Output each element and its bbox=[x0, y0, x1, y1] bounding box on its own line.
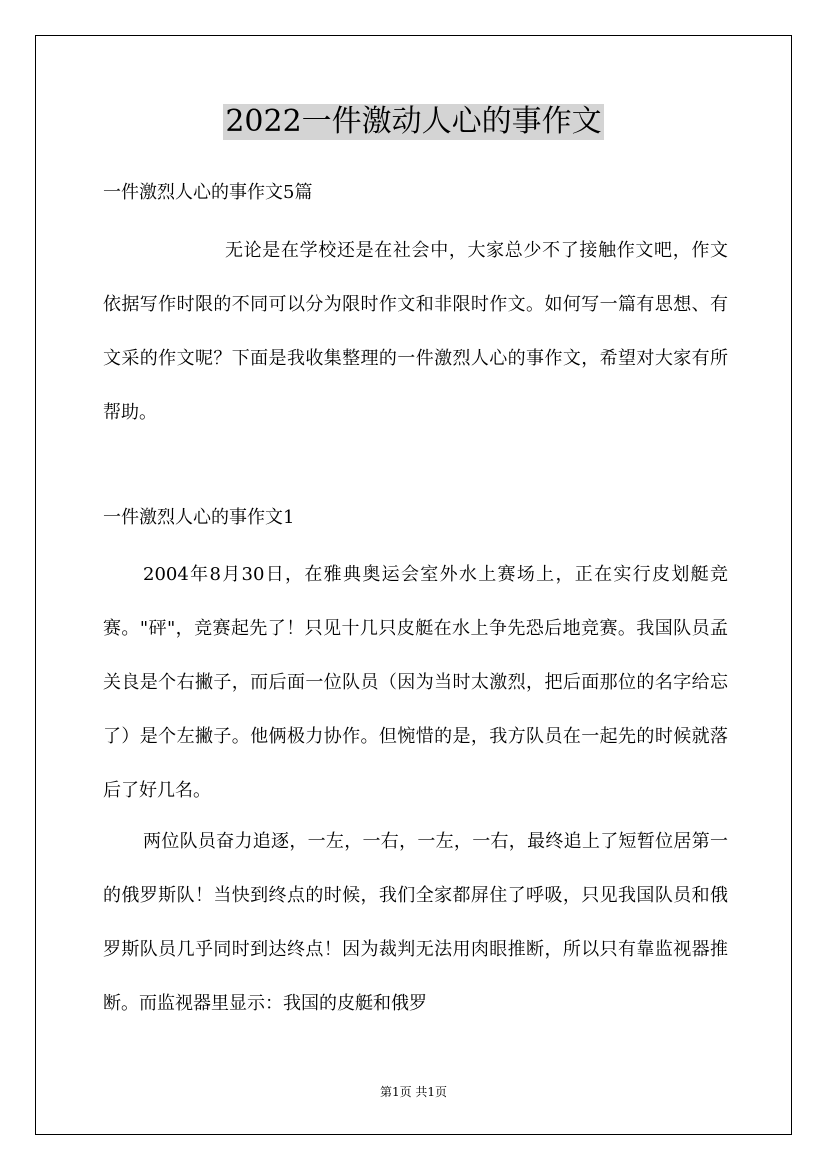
body-paragraph-2: 两位队员奋力追逐，一左，一右，一左，一右，最终追上了短暂位居第一的俄罗斯队！当快到终点的时候，我们全家都屏住了呼吸，只见我国队员和俄罗斯队员几乎同时到达终点！因为裁判无法用肉眼推断，所以只有靠监视器推断。而监视器里显示：我国的皮艇和俄罗 bbox=[103, 831, 728, 1014]
page-footer: 第1页 共1页 bbox=[379, 1085, 448, 1099]
section-heading: 一件激烈人心的事作文1 bbox=[103, 507, 295, 528]
intro-paragraph: 无论是在学校还是在社会中，大家总少不了接触作文吧，作文依据写作时限的不同可以分为限时作文和非限时作文。如何写一篇有思想、有文采的作文呢？下面是我收集整理的一件激烈人心的事作文，希望对大家有所帮助。 bbox=[103, 240, 728, 423]
document-title: 2022一件激动人心的事作文 bbox=[225, 104, 602, 139]
body-paragraph-1: 2004年8月30日，在雅典奥运会室外水上赛场上，正在实行皮划艇竞赛。"砰"，竞赛起先了！只见十几只皮艇在水上争先恐后地竞赛。我国队员孟关良是个右撇子，而后面一位队员（因为当时太激烈，把后面那位的名字给忘了）是个左撇子。他俩极力协作。但惋惜的是，我方队员在一起先的时候就落后了好几名。 bbox=[103, 564, 728, 801]
title-container bbox=[0, 104, 827, 140]
document-subtitle: 一件激烈人心的事作文5篇 bbox=[103, 182, 313, 203]
